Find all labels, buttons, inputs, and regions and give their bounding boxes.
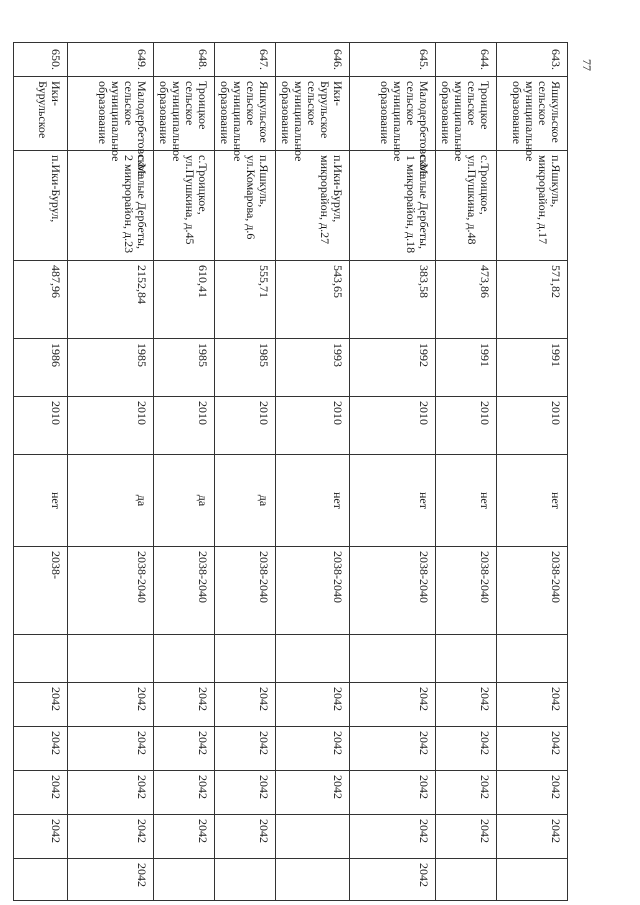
year-cell: 2042 <box>497 771 568 815</box>
row-number: 650. <box>14 43 68 77</box>
year-cell <box>215 859 276 901</box>
year-cell: 2042 <box>14 727 68 771</box>
year-cell: 2042 <box>215 683 276 727</box>
row-number: 644. <box>436 43 497 77</box>
empty-cell <box>276 635 350 683</box>
year-2010-cell: 2010 <box>350 397 436 455</box>
row-number: 645. <box>350 43 436 77</box>
built-year-cell: 1985 <box>68 339 154 397</box>
year-cell: 2042 <box>350 683 436 727</box>
year-cell: 2042 <box>350 771 436 815</box>
row-number: 649. <box>68 43 154 77</box>
year-cell: 2042 <box>350 859 436 901</box>
area-cell: 571,82 <box>497 261 568 339</box>
table-row <box>350 43 436 901</box>
row-number: 646. <box>276 43 350 77</box>
table-row <box>436 43 497 901</box>
area-cell: 543,65 <box>276 261 350 339</box>
empty-cell <box>154 635 215 683</box>
flag-cell: да <box>215 455 276 547</box>
period-cell: 2038-2040 <box>215 547 276 635</box>
year-cell: 2042 <box>154 727 215 771</box>
address-cell: с.Малые Дербеты, 1 микрорайон, д.18 <box>350 151 436 261</box>
registry-table <box>13 42 568 901</box>
year-cell: 2042 <box>14 683 68 727</box>
built-year-cell: 1992 <box>350 339 436 397</box>
municipality-cell: Малодербетовское сельское муниципальное образование <box>350 77 436 151</box>
year-cell: 2042 <box>68 815 154 859</box>
year-2010-cell: 2010 <box>68 397 154 455</box>
address-cell: п.Яшкуль, ул.Комарова, д.6 <box>215 151 276 261</box>
empty-cell <box>350 635 436 683</box>
empty-cell <box>497 635 568 683</box>
year-cell: 2042 <box>154 815 215 859</box>
built-year-cell: 1985 <box>215 339 276 397</box>
year-cell: 2042 <box>68 859 154 901</box>
year-cell <box>497 859 568 901</box>
rotated-page-area <box>36 42 568 900</box>
flag-cell: нет <box>276 455 350 547</box>
year-cell: 2042 <box>436 815 497 859</box>
year-cell: 2042 <box>350 727 436 771</box>
page-number: 77 <box>580 59 594 71</box>
year-cell <box>276 859 350 901</box>
area-cell: 383,58 <box>350 261 436 339</box>
year-cell: 2042 <box>68 771 154 815</box>
year-cell: 2042 <box>154 683 215 727</box>
table-row <box>497 43 568 901</box>
address-cell: п.Ики-Бурул, <box>14 151 68 261</box>
year-cell: 2042 <box>350 815 436 859</box>
municipality-cell: Троицкое сельское муниципальное образование <box>154 77 215 151</box>
year-cell: 2042 <box>68 683 154 727</box>
table-row <box>68 43 154 901</box>
year-cell: 2042 <box>14 815 68 859</box>
built-year-cell: 1991 <box>436 339 497 397</box>
period-cell: 2038- <box>14 547 68 635</box>
year-cell: 2042 <box>497 683 568 727</box>
empty-cell <box>436 635 497 683</box>
flag-cell: нет <box>14 455 68 547</box>
table-row <box>215 43 276 901</box>
year-cell: 2042 <box>215 727 276 771</box>
year-cell: 2042 <box>68 727 154 771</box>
address-cell: п.Ики-Бурул, микрорайон, д.27 <box>276 151 350 261</box>
year-cell: 2042 <box>276 727 350 771</box>
period-cell: 2038-2040 <box>497 547 568 635</box>
flag-cell: нет <box>497 455 568 547</box>
table-row <box>154 43 215 901</box>
period-cell: 2038-2040 <box>350 547 436 635</box>
municipality-cell: Троицкое сельское муниципальное образование <box>436 77 497 151</box>
year-cell: 2042 <box>215 771 276 815</box>
municipality-cell: Ики-Бурульское сельское муниципальное образование <box>276 77 350 151</box>
year-cell: 2042 <box>497 815 568 859</box>
area-cell: 610,41 <box>154 261 215 339</box>
address-cell: с.Троицкое, ул.Пушкина, д.48 <box>436 151 497 261</box>
flag-cell: да <box>68 455 154 547</box>
municipality-cell: Малодербетовское сельское муниципальное образование <box>68 77 154 151</box>
flag-cell: да <box>154 455 215 547</box>
empty-cell <box>14 635 68 683</box>
year-2010-cell: 2010 <box>436 397 497 455</box>
address-cell: п.Яшкуль, микрорайон, д.17 <box>497 151 568 261</box>
year-2010-cell: 2010 <box>276 397 350 455</box>
area-cell: 487,96 <box>14 261 68 339</box>
built-year-cell: 1985 <box>154 339 215 397</box>
year-cell <box>276 815 350 859</box>
year-2010-cell: 2010 <box>497 397 568 455</box>
flag-cell: нет <box>436 455 497 547</box>
municipality-cell: Яшкульское сельское муниципальное образование <box>215 77 276 151</box>
empty-cell <box>215 635 276 683</box>
year-cell: 2042 <box>497 727 568 771</box>
period-cell: 2038-2040 <box>68 547 154 635</box>
empty-cell <box>68 635 154 683</box>
area-cell: 2152,84 <box>68 261 154 339</box>
year-2010-cell: 2010 <box>154 397 215 455</box>
year-2010-cell: 2010 <box>14 397 68 455</box>
year-cell: 2042 <box>215 815 276 859</box>
municipality-cell: Яшкульское сельское муниципальное образование <box>497 77 568 151</box>
year-cell: 2042 <box>276 683 350 727</box>
registry-sheet <box>36 42 568 900</box>
table-row <box>276 43 350 901</box>
table-row <box>14 43 68 901</box>
year-2010-cell: 2010 <box>215 397 276 455</box>
year-cell <box>154 859 215 901</box>
built-year-cell: 1993 <box>276 339 350 397</box>
row-number: 643. <box>497 43 568 77</box>
year-cell: 2042 <box>276 771 350 815</box>
year-cell: 2042 <box>154 771 215 815</box>
period-cell: 2038-2040 <box>276 547 350 635</box>
flag-cell: нет <box>350 455 436 547</box>
area-cell: 473,86 <box>436 261 497 339</box>
year-cell: 2042 <box>436 771 497 815</box>
year-cell: 2042 <box>14 771 68 815</box>
period-cell: 2038-2040 <box>154 547 215 635</box>
period-cell: 2038-2040 <box>436 547 497 635</box>
built-year-cell: 1991 <box>497 339 568 397</box>
built-year-cell: 1986 <box>14 339 68 397</box>
municipality-cell: Ики-Бурульское <box>14 77 68 151</box>
address-cell: с.Малые Дербеты, 2 микрорайон, д.23 <box>68 151 154 261</box>
area-cell: 555,71 <box>215 261 276 339</box>
year-cell: 2042 <box>436 683 497 727</box>
year-cell: 2042 <box>436 727 497 771</box>
year-cell <box>14 859 68 901</box>
address-cell: с.Троицкое, ул.Пушкина, д.45 <box>154 151 215 261</box>
year-cell <box>436 859 497 901</box>
row-number: 648. <box>154 43 215 77</box>
row-number: 647. <box>215 43 276 77</box>
